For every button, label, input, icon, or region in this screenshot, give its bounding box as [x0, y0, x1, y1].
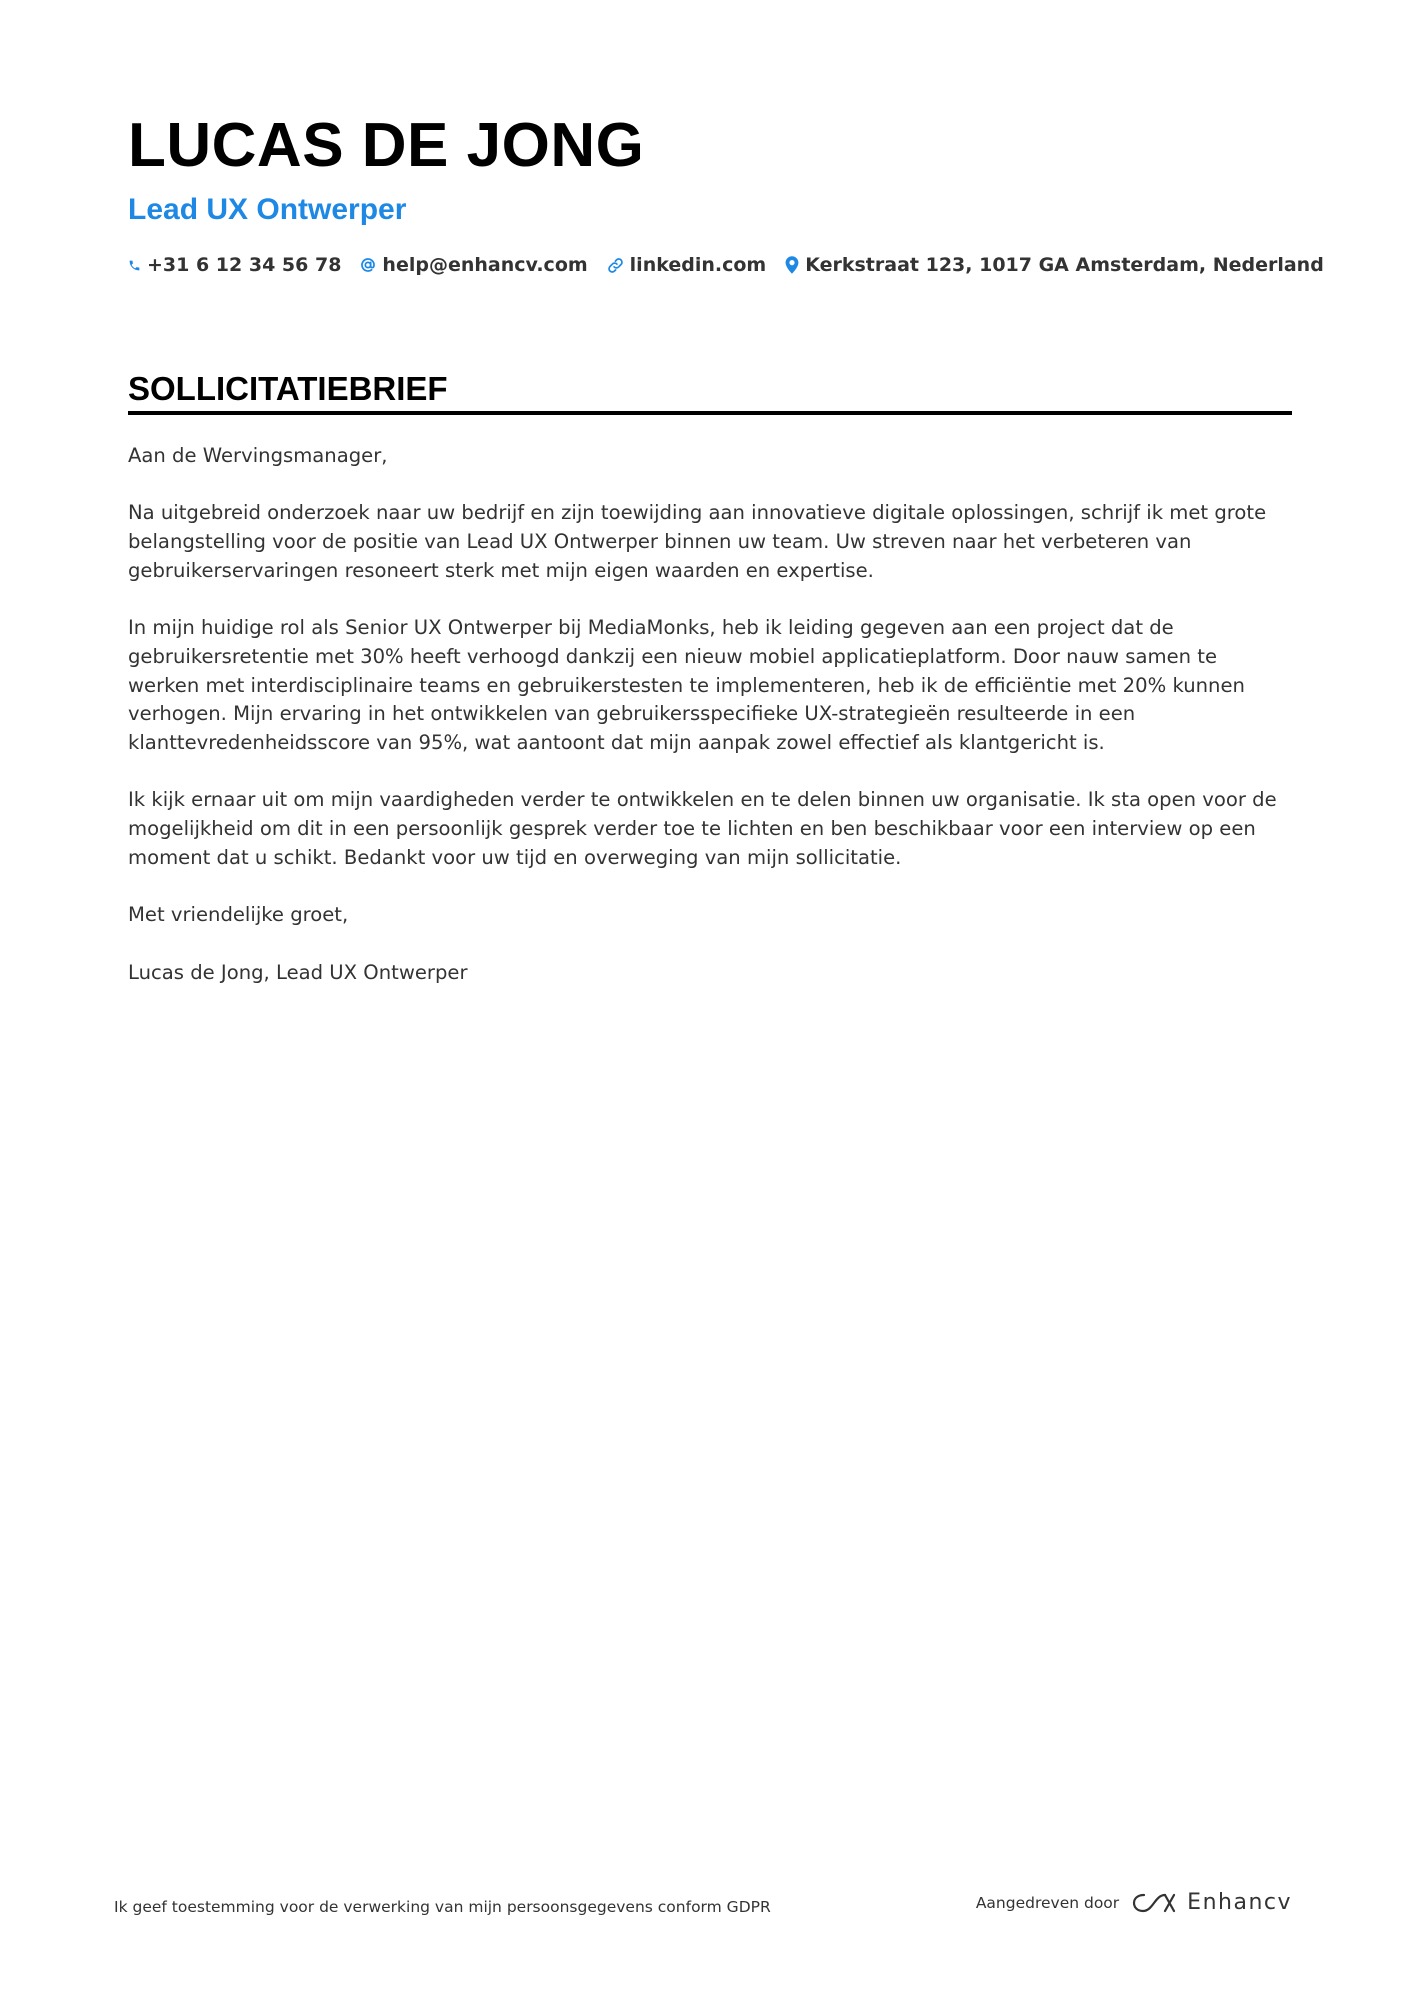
contact-bar: [128, 254, 1343, 276]
contact-phone-text: +31 6 12 34 56 78: [147, 254, 342, 276]
contact-email-text: help@enhancv.com: [382, 254, 588, 276]
section-divider: [128, 411, 1292, 415]
letter-signature: Lucas de Jong, Lead UX Ontwerper: [128, 960, 468, 984]
powered-by-brand[interactable]: [976, 1890, 1292, 1915]
letter-paragraph-2: In mijn huidige rol als Senior UX Ontwerper bij MediaMonks, heb ik leiding gegeven aan een project dat de gebruikersretentie met 30% heeft verhoogd dankzij een nieuw mobiel applicatieplatform. Door nauw samen te werken met interdisciplinaire teams en gebruikerstesten te implementeren, heb ik de efficiëntie met 20% kunnen verhogen. Mijn ervaring in het ontwikkelen van gebruikersspecifieke UX-strategieën resulteerde in een klanttevredenheidsscore van 95%, wat aantoont dat mijn aanpak zowel effectief als klantgericht is.: [128, 616, 1245, 754]
location-pin-icon: [785, 256, 799, 274]
letter-closing: Met vriendelijke groet,: [128, 903, 349, 927]
applicant-name: LUCAS DE JONG: [128, 111, 645, 180]
gdpr-consent-text: Ik geef toestemming voor de verwerking van mijn persoonsgegevens conform GDPR: [114, 1898, 771, 1916]
section-title: SOLLICITATIEBRIEF: [128, 370, 448, 407]
letter-paragraph-1: Na uitgebreid onderzoek naar uw bedrijf en zijn toewijding aan innovatieve digitale oplossingen, schrijf ik met grote belangstelling voor de positie van Lead UX Ontwerper binnen uw team. Uw streven naar het verbeteren van gebruikerservaringen resoneert sterk met mijn eigen waarden en expertise.: [128, 501, 1267, 582]
link-icon: [607, 257, 624, 274]
contact-phone: [128, 254, 341, 276]
applicant-role: Lead UX Ontwerper: [128, 193, 407, 226]
letter-greeting: Aan de Wervingsmanager,: [128, 444, 388, 467]
at-icon: [360, 257, 376, 273]
contact-address-text: Kerkstraat 123, 1017 GA Amsterdam, Nederland: [805, 254, 1324, 276]
contact-address: [785, 254, 1324, 276]
phone-icon: [128, 258, 141, 273]
enhancv-logo-icon: [1131, 1891, 1177, 1915]
powered-by-label: Aangedreven door: [975, 1893, 1120, 1912]
letter-body: [128, 442, 1292, 1016]
letter-paragraph-3: Ik kijk ernaar uit om mijn vaardigheden verder te ontwikkelen en te delen binnen uw organisatie. Ik sta open voor de mogelijkheid om dit in een persoonlijk gesprek verder toe te lichten en ben beschikbaar voor een interview op een moment dat u schikt. Bedankt voor uw tijd en overweging van mijn sollicitatie.: [128, 788, 1277, 869]
brand-name: Enhancv: [1187, 1890, 1292, 1915]
contact-email[interactable]: [360, 254, 587, 276]
contact-linkedin[interactable]: [607, 254, 767, 276]
contact-linkedin-text: linkedin.com: [629, 254, 767, 276]
